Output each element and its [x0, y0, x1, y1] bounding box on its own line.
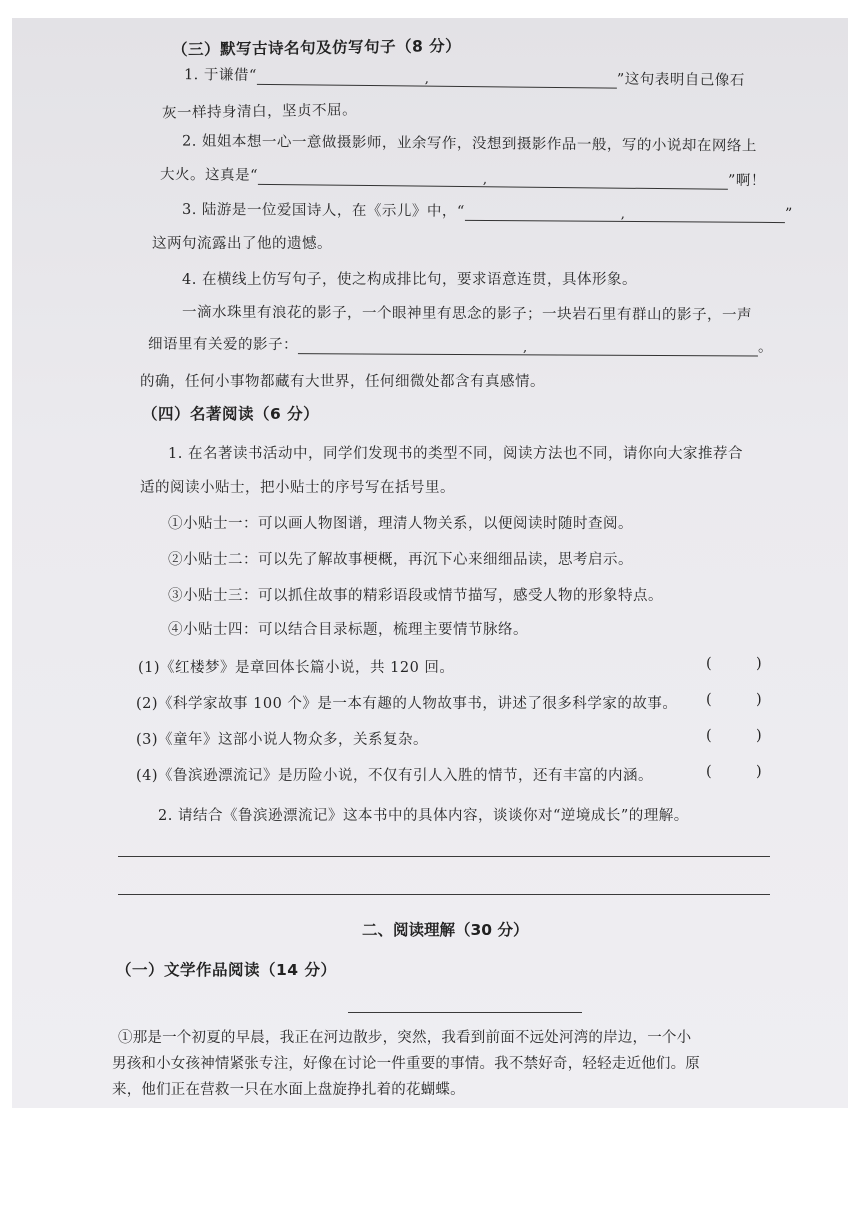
q4-example: 一滴水珠里有浪花的影子，一个眼神里有思念的影子；一块岩石里有群山的影子，一声	[181, 304, 753, 324]
paren-open-1[interactable]: (	[706, 656, 712, 672]
paren-open-4[interactable]: (	[706, 764, 712, 780]
tip-2: ②小贴士二：可以先了解故事梗概，再沉下心来细细品读，思考启示。	[168, 552, 633, 568]
q4-conclusion: 的确，任何小事物都藏有大世界，任何细微处都含有真感情。	[140, 374, 545, 390]
match-item-1: (1)《红楼梦》是章回体长篇小说，共 120 回。	[138, 660, 455, 676]
paren-close-3: )	[756, 728, 762, 744]
q4-instruction: 4. 在横线上仿写句子，使之构成排比句，要求语意连贯，具体形象。	[182, 272, 637, 288]
q3-end: ”	[784, 206, 793, 223]
section4-title: （四）名著阅读（6 分）	[142, 405, 320, 423]
match-item-2: (2)《科学家故事 100 个》是一本有趣的人物故事书，讲述了很多科学家的故事。	[136, 696, 678, 712]
q2-end: ”啊！	[727, 172, 766, 190]
scanned-exam-page	[12, 18, 848, 1108]
match-item-4: (4)《鲁滨逊漂流记》是历险小说，不仅有引人入胜的情节，还有丰富的内涵。	[136, 768, 654, 784]
paren-open-3[interactable]: (	[706, 728, 712, 744]
q4-start: 细语里有关爱的影子：	[147, 336, 299, 354]
part2-subtitle: （一）文学作品阅读（14 分）	[116, 961, 337, 979]
para1-line1: ①那是一个初夏的早晨，我正在河边散步，突然，我看到前面不远处河湾的岸边，一个小	[118, 1030, 692, 1046]
q2-line2	[160, 163, 766, 190]
tip-4: ④小贴士四：可以结合目录标题，梳理主要情节脉络。	[168, 622, 528, 638]
paren-close-4: )	[756, 764, 762, 780]
q3-start: 3. 陆游是一位爱国诗人，在《示儿》中，“	[181, 201, 465, 220]
answer-line-1[interactable]	[118, 856, 770, 857]
paren-close-1: )	[756, 656, 762, 672]
q4-blank[interactable]: ,	[298, 339, 758, 356]
q3-blank[interactable]: ,	[465, 206, 785, 223]
para1-line2: 男孩和小女孩神情紧张专注，好像在讨论一件重要的事情。我不禁好奇，轻轻走近他们。原	[112, 1056, 700, 1072]
q1-blank[interactable]: ,	[257, 70, 617, 89]
part2-title: 二、阅读理解（30 分）	[362, 921, 529, 939]
q2-start: 大火。这真是“	[159, 166, 259, 184]
q1-start: 1. 于谦借“	[183, 67, 257, 84]
answer-line-2[interactable]	[118, 894, 770, 895]
q2-blank[interactable]: ,	[258, 170, 728, 190]
paren-open-2[interactable]: (	[706, 692, 712, 708]
story-title-blank[interactable]	[348, 1012, 582, 1013]
match-item-3: (3)《童年》这部小说人物众多，关系复杂。	[136, 732, 429, 748]
para1-line3: 来，他们正在营救一只在水面上盘旋挣扎着的花蝴蝶。	[112, 1082, 465, 1098]
section4-q2: 2. 请结合《鲁滨逊漂流记》这本书中的具体内容，谈谈你对“逆境成长”的理解。	[158, 808, 689, 824]
section4-q1-line1: 1. 在名著读书活动中，同学们发现书的类型不同，阅读方法也不同，请你向大家推荐合	[168, 446, 743, 462]
paren-close-2: )	[756, 692, 762, 708]
tip-1: ①小贴士一：可以画人物图谱，理清人物关系，以便阅读时随时查阅。	[168, 516, 633, 532]
q2-line1: 2. 姐姐本想一心一意做摄影师，业余写作，没想到摄影作品一般，写的小说却在网络上	[181, 133, 757, 155]
q1-continuation: 灰一样持身清白，坚贞不屈。	[161, 102, 358, 122]
tip-3: ③小贴士三：可以抓住故事的精彩语段或情节描写，感受人物的形象特点。	[168, 588, 663, 604]
section4-q1-line2: 适的阅读小贴士，把小贴士的序号写在括号里。	[140, 480, 455, 496]
q1-line	[184, 63, 745, 90]
q4-line3	[148, 332, 773, 356]
section3-title: （三）默写古诗名句及仿写句子（8 分）	[171, 36, 462, 60]
q4-end: 。	[757, 339, 774, 356]
q1-end: ”这句表明自己像石	[616, 71, 745, 89]
q3-line1	[182, 198, 793, 223]
q3-continuation: 这两句流露出了他的遗憾。	[152, 236, 332, 252]
